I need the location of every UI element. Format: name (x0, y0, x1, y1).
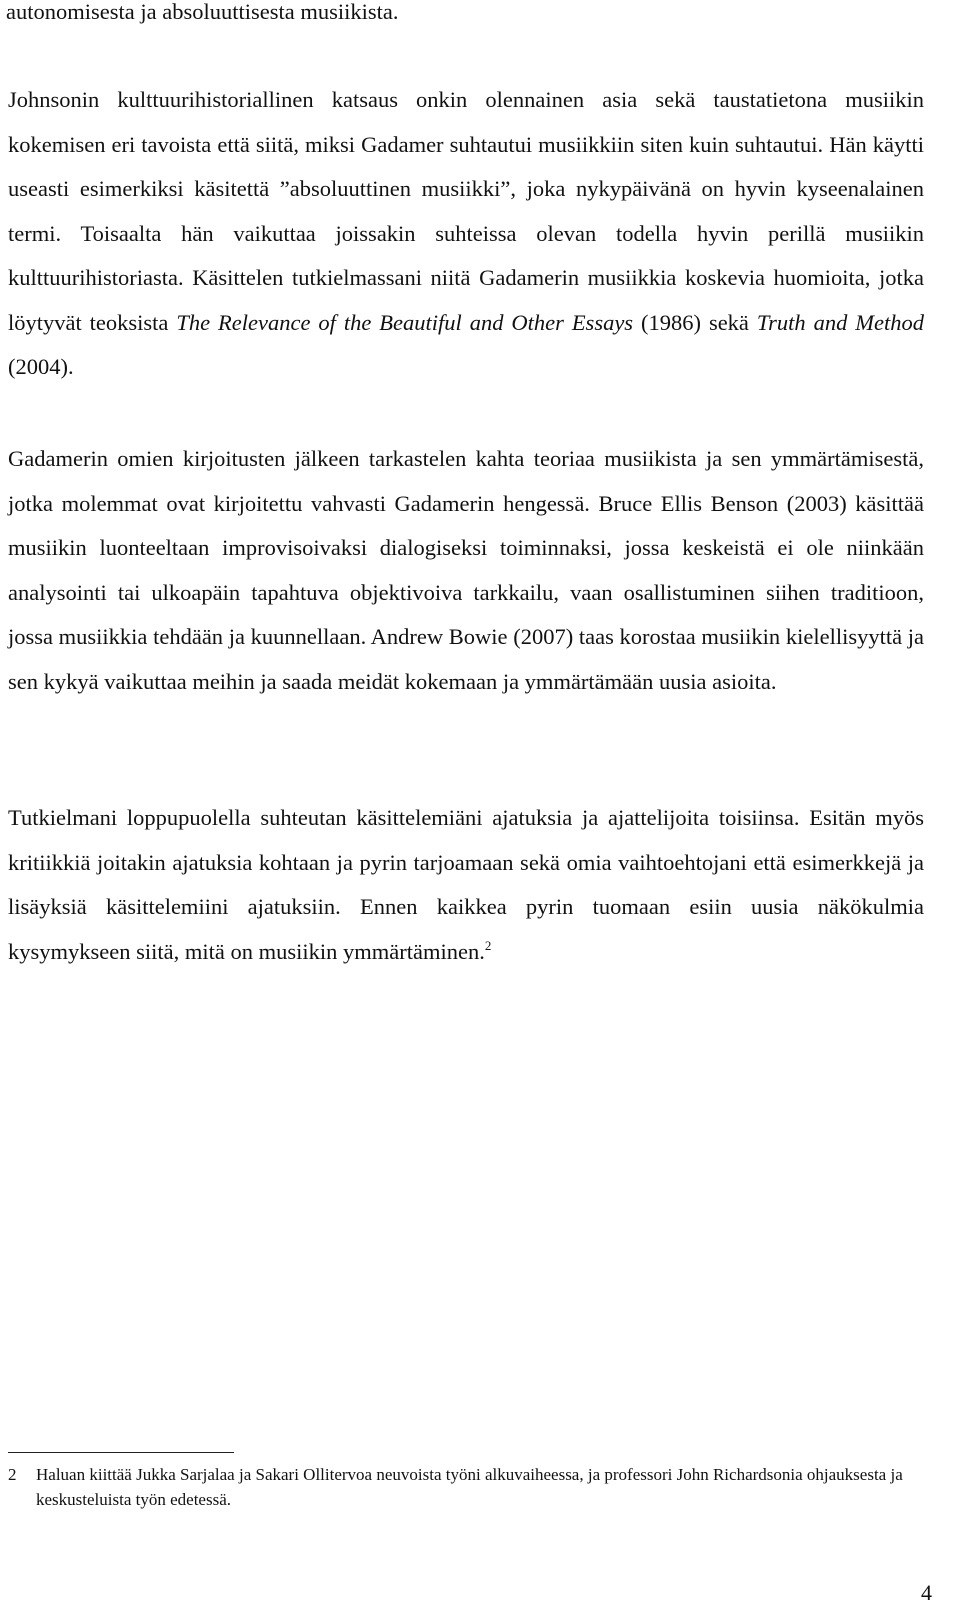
paragraph-3-text: Tutkielmani loppupuolella suhteutan käsittelemiäni ajatuksia ja ajattelijoita toisiinsa. Esitän myös kritiikkiä joitakin ajatuksia kohtaan ja pyrin tarjoamaan sekä omia vaihtoehtojani että esimerkkejä ja lisäyksiä käsittelemiini ajatuksiin. Ennen kaikkea pyrin tuomaan esiin uusia näkökulmia kysymykseen siitä, mitä on musiikin ymmärtäminen. (8, 805, 924, 964)
carryover-line: autonomisesta ja absoluuttisesta musiikista. (6, 0, 399, 24)
paragraph-3 (8, 796, 924, 974)
book-title-truth-and-method: Truth and Method (756, 309, 924, 335)
footnote-reference: 2 (484, 937, 492, 953)
paragraph-1-text-c: (2004). (8, 354, 74, 379)
footnote-text: Haluan kiittää Jukka Sarjalaa ja Sakari Ollitervoa neuvoista työni alkuvaiheessa, ja professori John Richardsonia ohjauksesta ja keskusteluista työn edetessä. (36, 1465, 903, 1509)
paragraph-1 (8, 78, 924, 390)
paragraph-2: Gadamerin omien kirjoitusten jälkeen tarkastelen kahta teoriaa musiikista ja sen ymmärtämisestä, jotka molemmat ovat kirjoitettu vahvasti Gadamerin hengessä. Bruce Ellis Benson (2003) käsittää musiikin luonteeltaan improvisoivaksi dialogiseksi toiminnaksi, jossa keskeistä ei ole niinkään analysointi tai ulkoapäin tapahtuva objektivoiva tarkkailu, vaan osallistuminen siihen traditioon, jossa musiikkia tehdään ja kuunnellaan. Andrew Bowie (2007) taas korostaa musiikin kielellisyyttä ja sen kykyä vaikuttaa meihin ja saada meidät kokemaan ja ymmärtämään uusia asioita. (8, 446, 924, 694)
footnote (8, 1462, 924, 1512)
footnote-separator (8, 1452, 234, 1453)
book-title-relevance: The Relevance of the Beautiful and Other Essays (176, 309, 634, 335)
paragraph-1-text-b: (1986) sekä (633, 309, 757, 335)
footnote-number: 2 (8, 1465, 17, 1484)
page-number: 4 (921, 1580, 932, 1605)
paragraph-1-text-a: Johnsonin kulttuurihistoriallinen katsaus onkin olennainen asia sekä taustatietona musiikin kokemisen eri tavoista että siitä, miksi Gadamer suhtautui musiikkiin siten kuin suhtautui. Hän käytti useasti esimerkiksi käsitettä ”absoluuttinen musiikki”, joka nykypäivänä on hyvin kyseenalainen termi. Toisaalta hän vaikuttaa joissakin suhteissa olevan todella hyvin perillä musiikin kulttuurihistoriasta. Käsittelen tutkielmassani niitä Gadamerin musiikkia koskevia huomioita, jotka löytyvät teoksista (8, 87, 924, 335)
